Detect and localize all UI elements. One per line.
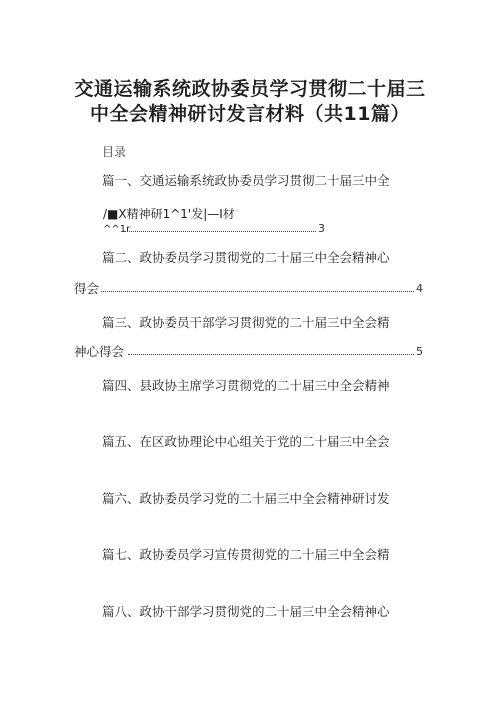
toc-entry-3-leader: [128, 354, 414, 355]
toc-entry-2-page: 4: [416, 282, 423, 295]
toc-entry-2-line-2: 得会: [74, 281, 100, 296]
toc-entry-3-line-1[interactable]: 篇三、政协委员干部学习贯彻党的二十届三中全会精: [102, 315, 390, 330]
toc-entry-5-line-1[interactable]: 篇五、在区政协理论中心组关于党的二十届三中全会: [102, 434, 390, 449]
toc-entry-8-line-1[interactable]: 篇八、政协干部学习贯彻党的二十届三中全会精神心: [102, 604, 390, 619]
toc-entry-6-line-1[interactable]: 篇六、政协委员学习党的二十届三中全会精神研讨发: [102, 491, 390, 506]
toc-entry-1-line-3: ^^1r: [103, 224, 131, 235]
toc-entry-1-line-1[interactable]: 篇一、交通运输系统政协委员学习贯彻二十届三中全: [102, 173, 390, 188]
toc-entry-1-line-2: /■X精神研1^1'发|—I材: [103, 207, 235, 221]
toc-entry-4-line-1[interactable]: 篇四、县政协主席学习贯彻党的二十届三中全会精神: [102, 378, 390, 393]
toc-heading: 目录: [102, 145, 127, 159]
toc-entry-2-leader: [101, 291, 414, 292]
toc-entry-7-line-1[interactable]: 篇七、政协委员学习宣传贯彻党的二十届三中全会精: [102, 547, 390, 562]
toc-entry-3-line-2: 神心得会: [74, 344, 125, 359]
toc-entry-1-page: 3: [318, 222, 325, 235]
document-title-line-2: 中全会精神研讨发言材料（共11篇）: [90, 103, 410, 125]
toc-entry-1-leader: [124, 231, 316, 232]
toc-entry-3-page: 5: [416, 345, 423, 358]
toc-entry-2-line-1[interactable]: 篇二、政协委员学习贯彻党的二十届三中全会精神心: [102, 250, 390, 265]
document-title-line-1: 交通运输系统政协委员学习贯彻二十届三: [74, 78, 426, 100]
